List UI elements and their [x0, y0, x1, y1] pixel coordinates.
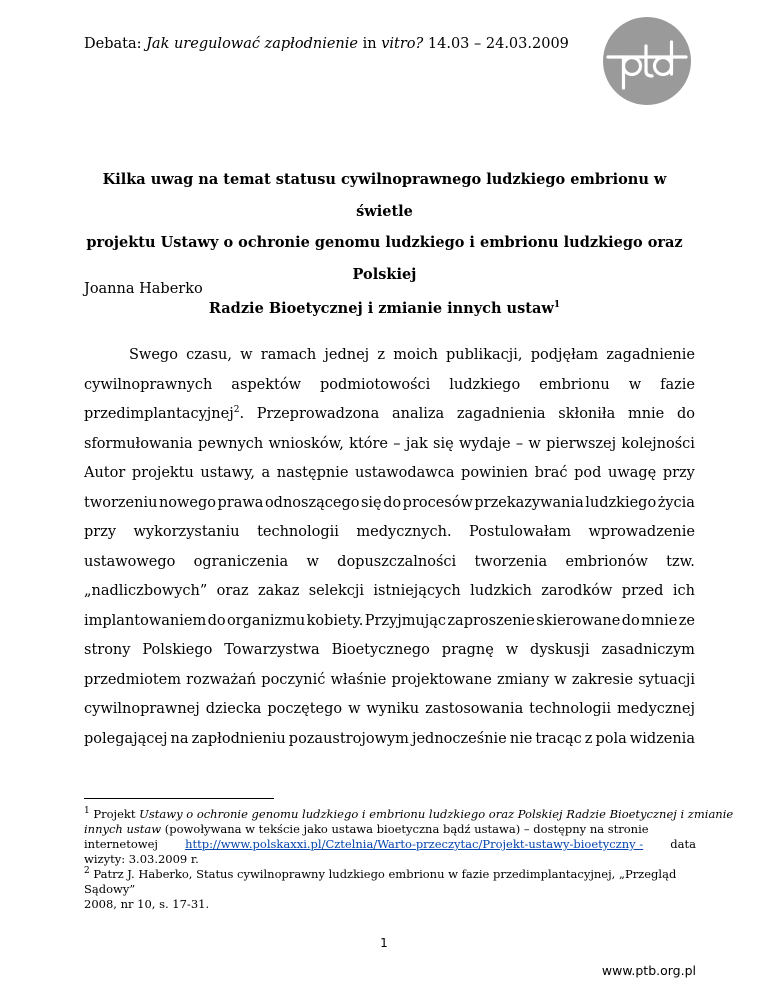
body-word: na — [170, 730, 189, 747]
body-word: technologii — [529, 701, 612, 717]
body-word: embrionu — [539, 376, 610, 393]
body-word: uwagę — [607, 465, 657, 481]
footnote-2 — [84, 867, 696, 912]
body-word: przedimplantacyjnej$^2$. — [84, 405, 245, 422]
body-word: oraz — [216, 583, 249, 599]
body-word: medycznych. — [356, 524, 452, 540]
footnote-number: 2 — [84, 866, 90, 877]
body-word: które — [349, 435, 389, 452]
body-word: technologii — [257, 524, 339, 540]
body-word: pozaustrojowym — [288, 730, 409, 747]
body-word: ustawowego — [84, 553, 176, 570]
body-word: – — [393, 435, 401, 452]
body-line — [84, 518, 695, 548]
body-word: nie — [509, 730, 533, 747]
body-word: embrionów — [565, 553, 648, 570]
body-word: kobiety. — [306, 612, 364, 629]
body-word: medycznej — [616, 701, 695, 717]
body-word: się — [433, 435, 454, 452]
body-word: nowego — [158, 494, 217, 511]
body-word: poczętego — [267, 701, 343, 717]
body-word: cywilnoprawnej — [84, 701, 200, 717]
body-word: tracąc — [535, 730, 582, 747]
body-line — [84, 577, 695, 607]
body-word: procesów — [402, 494, 473, 511]
body-word: zakaz — [257, 583, 300, 599]
footnote-ref: 1 — [553, 300, 561, 310]
body-word: jak — [405, 435, 428, 452]
body-word: projektu — [131, 465, 194, 481]
body-text — [84, 341, 695, 754]
body-word: pewnych — [197, 435, 264, 452]
body-word: jednej — [324, 347, 370, 363]
footnote-text: wizyty: 3.03.2009 r. — [84, 852, 199, 866]
body-word: pierwszej — [546, 435, 617, 452]
body-word: rozważań — [186, 671, 257, 688]
body-word: dziecka — [205, 701, 262, 717]
body-word: wydaje — [459, 435, 511, 452]
body-word: powinien — [461, 465, 529, 481]
ptb-logo-icon — [602, 16, 692, 106]
body-word: ludzkiego — [585, 494, 657, 511]
body-word: w — [554, 671, 567, 688]
body-word: w — [306, 553, 319, 570]
document-header — [84, 36, 569, 52]
body-line — [84, 400, 695, 430]
body-word: Przeprowadzona — [256, 406, 380, 422]
body-line — [84, 695, 695, 725]
body-word: sformułowania — [84, 435, 193, 452]
body-word: następnie — [276, 465, 349, 481]
body-word: do — [676, 406, 695, 422]
body-word: implantowaniem — [84, 612, 207, 629]
body-word: życia — [657, 494, 695, 511]
body-word: zmiany — [496, 671, 550, 688]
footnote-text: Patrz J. Haberko, Status cywilnoprawny ludzkiego embrionu w fazie przedimplantacyjnej, „Przegląd — [93, 867, 677, 881]
body-word: ludzkiego — [449, 376, 521, 393]
body-word: jednocześnie — [411, 730, 507, 747]
body-line — [84, 371, 695, 401]
body-word: analiza — [392, 406, 445, 422]
body-word: wyniku — [366, 701, 420, 717]
body-word: skłoniła — [558, 406, 616, 422]
author-name: Joanna Haberko — [84, 281, 203, 297]
footnote-ref: 2 — [233, 405, 240, 416]
header-vitro: vitro? — [381, 36, 424, 52]
body-word: widzenia — [629, 730, 695, 747]
footnote-text: data — [670, 837, 696, 851]
footnote-text: Projekt — [93, 807, 140, 821]
body-word: pragnę — [441, 642, 494, 658]
body-word: aspektów — [231, 376, 302, 393]
body-word: ze — [678, 612, 695, 629]
footnote-link[interactable]: http://www.polskaxxi.pl/Cztelnia/Warto-przeczytac/Projekt-ustawy-bioetyczny - — [185, 837, 644, 851]
body-word: selekcji — [308, 583, 364, 599]
body-word: – — [515, 435, 524, 452]
body-word: zarodków — [541, 583, 613, 599]
body-word: cywilnoprawnych — [84, 376, 213, 393]
page-number: 1 — [380, 936, 388, 950]
footnote-separator — [84, 798, 274, 799]
header-dates: 14.03 – 24.03.2009 — [423, 36, 569, 52]
footnote-text: internetowej — [84, 837, 158, 851]
body-word: kolejności — [621, 435, 695, 452]
body-word: skierowane — [536, 612, 621, 629]
body-word: zapłodnieniu — [191, 730, 286, 747]
body-word: przy — [662, 465, 695, 481]
site-url: www.ptb.org.pl — [601, 963, 696, 978]
body-word: odnoszącego — [264, 494, 360, 511]
header-prefix: Debata: — [84, 36, 147, 52]
body-word: Autor — [84, 465, 126, 481]
body-word: dopuszczalności — [337, 553, 457, 570]
body-word: Przyjmując — [364, 612, 447, 629]
body-word: ludzkich — [470, 583, 532, 599]
body-word: się — [360, 494, 382, 511]
body-word: w — [528, 435, 541, 452]
body-word: sytuacji — [638, 671, 695, 688]
body-word: poczynić — [261, 671, 326, 688]
body-word: zagadnienie — [606, 347, 695, 363]
body-word: wykorzystaniu — [133, 524, 240, 540]
body-word: zastosowania — [425, 701, 524, 717]
footnote-1 — [84, 806, 734, 867]
header-in: in — [357, 36, 382, 52]
body-word: tworzeniu — [84, 494, 158, 511]
body-word: zaproszenie — [447, 612, 535, 629]
body-word: a — [261, 465, 271, 481]
body-word: prawa — [217, 494, 264, 511]
footnote-text: innych ustaw — [84, 822, 162, 836]
body-word: tworzenia — [474, 553, 548, 570]
footnote-text: (powoływana w tekście jako ustawa bioetyczna bądź ustawa) – dostępny na stronie — [161, 822, 649, 836]
body-word: organizmu — [226, 612, 306, 629]
body-word: w — [240, 347, 253, 363]
body-word: zakresie — [571, 671, 634, 688]
body-line — [84, 666, 695, 696]
body-word: przekazywania — [474, 494, 584, 511]
body-word: w — [348, 701, 361, 717]
footnote-text: Ustawy o ochronie genomu ludzkiego i embrionu ludzkiego oraz Polskiej Radzie Bioetycznej i zmianie — [139, 807, 734, 821]
body-line — [84, 725, 695, 755]
body-word: przed — [621, 583, 664, 599]
body-word: dyskusji — [530, 642, 590, 658]
body-word: Towarzystwa — [224, 642, 320, 658]
title-line: Kilka uwag na temat statusu cywilnoprawnego ludzkiego embrionu w świetle — [102, 171, 667, 220]
body-word: z — [377, 347, 386, 363]
body-word: z — [584, 730, 593, 747]
body-word: czasu, — [186, 347, 232, 363]
body-word: brać — [534, 465, 568, 481]
body-word: zagadnienia — [456, 406, 546, 422]
body-line — [84, 548, 695, 578]
body-word: wniosków, — [268, 435, 344, 452]
body-word: do — [383, 494, 402, 511]
body-word: zasadniczym — [601, 642, 695, 658]
body-word: projektowane — [391, 671, 492, 688]
body-word: Bioetycznego — [331, 642, 430, 658]
footnote-text: 2008, nr 10, s. 17-31. — [84, 897, 210, 911]
body-word: fazie — [660, 376, 695, 393]
body-word: podjęłam — [530, 347, 599, 363]
body-word: istniejących — [373, 583, 461, 599]
body-word: Postulowałam — [469, 524, 572, 540]
body-line — [84, 489, 695, 519]
body-word: polegającej — [84, 730, 168, 747]
body-word: ustawodawca — [354, 465, 455, 481]
footnote-text: Sądowy” — [84, 882, 136, 896]
body-word: ustawy, — [200, 465, 255, 481]
body-word: pola — [595, 730, 627, 747]
body-word: Polskiego — [142, 642, 213, 658]
body-line — [84, 636, 695, 666]
body-word: ramach — [260, 347, 317, 363]
body-word: do — [621, 612, 640, 629]
body-word: Swego — [129, 347, 178, 363]
body-word: tzw. — [666, 553, 695, 570]
body-word: ograniczenia — [193, 553, 289, 570]
body-word: pod — [574, 465, 602, 481]
body-word: strony — [84, 642, 131, 658]
body-word: „nadliczbowych” — [84, 583, 208, 599]
body-word: mnie — [641, 612, 678, 629]
body-word: przedmiotem — [84, 671, 181, 688]
footnote-number: 1 — [84, 806, 90, 817]
body-line — [84, 341, 695, 371]
body-word: w — [628, 376, 642, 393]
body-word: wprowadzenie — [588, 524, 695, 540]
title-line: Radzie Bioetycznej i zmianie innych ustaw — [208, 299, 554, 317]
body-word: do — [207, 612, 226, 629]
body-word: przy — [84, 524, 117, 540]
body-word: w — [505, 642, 519, 658]
body-word: podmiotowości — [319, 376, 431, 393]
body-line — [84, 607, 695, 637]
body-word: mnie — [627, 406, 665, 422]
body-word: moich — [393, 347, 438, 363]
title-line: projektu Ustawy o ochronie genomu ludzkiego i embrionu ludzkiego oraz Polskiej — [86, 234, 683, 283]
header-debate-title: Jak uregulować zapłodnienie — [146, 36, 358, 52]
body-word: właśnie — [330, 671, 387, 688]
body-line — [84, 459, 695, 489]
body-word: ich — [672, 583, 695, 599]
body-word: publikacji, — [446, 347, 523, 363]
document-title — [84, 164, 685, 324]
body-line — [84, 430, 695, 460]
